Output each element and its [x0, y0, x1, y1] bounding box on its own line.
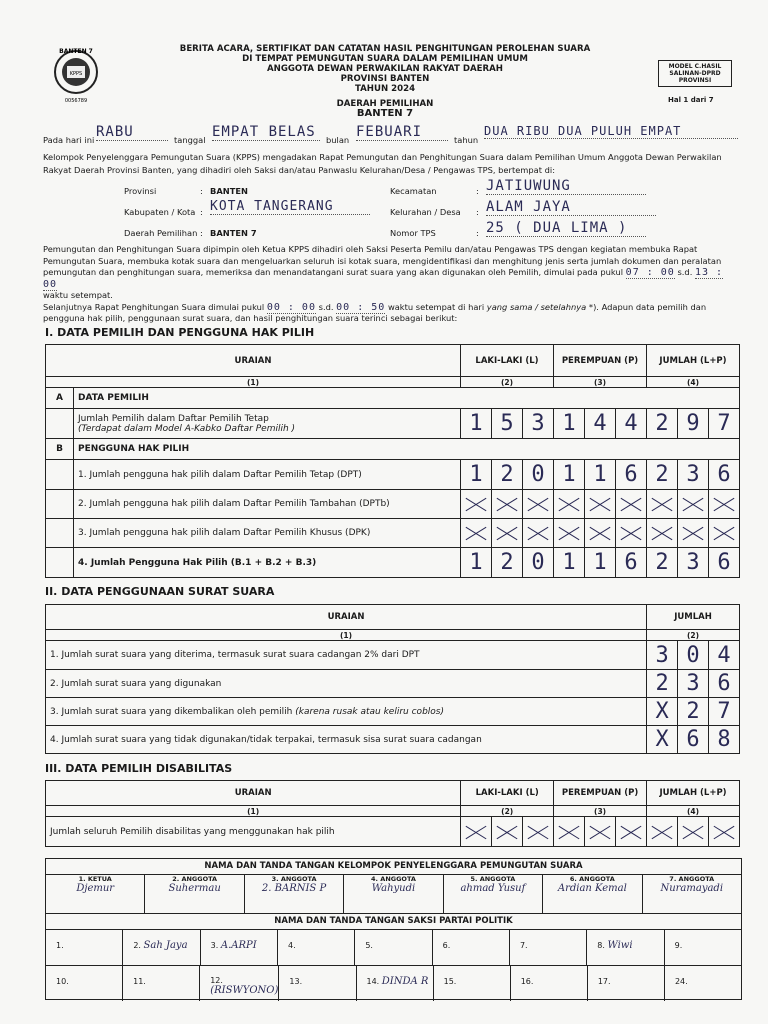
row-label: 4. Jumlah surat suara yang tidak digunakan/tidak terpakai, termasuk sisa surat suara cadangan: [46, 726, 647, 754]
digit-cell: 6: [678, 726, 709, 754]
saksi-cell: 6.: [433, 930, 510, 965]
kpps-cell: 2. ANGGOTA Suhermau: [145, 875, 244, 913]
crossed-cell: [554, 817, 585, 847]
saksi-cell: 13.: [279, 966, 356, 1001]
model-box: MODEL C.HASIL SALINAN-DPRD PROVINSI: [658, 60, 732, 87]
bulan-value: FEBUARI: [356, 124, 448, 141]
row-b1-label: 1. Jumlah pengguna hak pilih dalam Daftar Pemilih Tetap (DPT): [74, 460, 461, 490]
kecamatan-label: Kecamatan: [390, 186, 437, 196]
bulan-label: bulan: [326, 135, 350, 145]
digit-cell: 6: [709, 670, 740, 698]
col-uraian: URAIAN: [46, 605, 647, 630]
digit-cell: 2: [647, 409, 678, 439]
crossed-cell: [461, 817, 492, 847]
crossed-cell: [461, 490, 492, 519]
saksi-cell: 15.: [434, 966, 511, 1001]
row-label: 3. Jumlah surat suara yang dikembalikan oleh pemilih (karena rusak atau keliru coblos): [46, 698, 647, 726]
kpps-title: NAMA DAN TANDA TANGAN KELOMPOK PENYELENGGARA PEMUNGUTAN SUARA: [46, 859, 741, 875]
row-b3-label: 3. Jumlah pengguna hak pilih dalam Daftar Pemilih Khusus (DPK): [74, 519, 461, 548]
tanggal-value: EMPAT BELAS: [212, 124, 320, 141]
col-perempuan: PEREMPUAN (P): [554, 345, 647, 377]
digit-cell: 2: [678, 698, 709, 726]
saksi-cell: 11.: [123, 966, 200, 1001]
saksi-row: [46, 966, 741, 1001]
section-2-title: II. DATA PENGGUNAAN SURAT SUARA: [45, 585, 275, 598]
digit-cell: 4: [585, 409, 616, 439]
sd-text: s.d.: [677, 267, 693, 277]
header-line: PROVINSI BANTEN: [340, 74, 430, 84]
digit-cell: 6: [709, 460, 740, 490]
digit-cell: X: [647, 698, 678, 726]
crossed-cell: [461, 519, 492, 548]
digit-cell: 2: [647, 670, 678, 698]
logo-top-text: BANTEN 7: [59, 48, 93, 55]
crossed-cell: [554, 490, 585, 519]
row-title-a: DATA PEMILIH: [74, 388, 740, 409]
digit-cell: 4: [709, 641, 740, 670]
crossed-cell: [647, 519, 678, 548]
header-line: BERITA ACARA, SERTIFIKAT DAN CATATAN HASIL PENGHITUNGAN PEROLEHAN SUARA: [179, 44, 591, 54]
crossed-cell: [708, 817, 739, 847]
section-1-title: I. DATA PEMILIH DAN PENGGUNA HAK PILIH: [45, 326, 315, 339]
digit-cell: 6: [616, 548, 647, 578]
saksi-cell: 3. A.ARPI: [201, 930, 278, 965]
saksi-cell: 10.: [46, 966, 123, 1001]
section-3-title: III. DATA PEMILIH DISABILITAS: [45, 762, 233, 775]
body-line: pemungutan dan penghitungan suara, memeriksa dan menandatangani surat suara yang akan digunakan oleh Pemilih, dimulai pada pukul: [43, 267, 624, 277]
saksi-row: [46, 930, 741, 966]
kpps-cell: 3. ANGGOTA 2. BARNIS P: [245, 875, 344, 913]
digit-cell: 0: [678, 641, 709, 670]
digit-cell: 3: [647, 641, 678, 670]
body-line: pengguna hak pilih, penggunaan surat suara, dan hasil penghitungan suara terinci sebagai berikut:: [43, 313, 458, 323]
saksi-cell: 5.: [355, 930, 432, 965]
digit-cell: 1: [554, 409, 585, 439]
crossed-cell: [554, 519, 585, 548]
col-jumlah: JUMLAH (L+P): [647, 345, 740, 377]
digit-cell: 1: [585, 548, 616, 578]
row-label: 1. Jumlah surat suara yang diterima, termasuk surat suara cadangan 2% dari DPT: [46, 641, 647, 670]
count-start-time: 00 : 00: [266, 301, 316, 313]
digit-cell: 2: [492, 548, 523, 578]
kpps-cell: 4. ANGGOTA Wahyudi: [344, 875, 443, 913]
provinsi-value: BANTEN: [210, 186, 248, 196]
digit-cell: 7: [709, 698, 740, 726]
row-title-b: PENGGUNA HAK PILIH: [74, 439, 740, 460]
digit-cell: 2: [492, 460, 523, 490]
row-label: Jumlah seluruh Pemilih disabilitas yang menggunakan hak pilih: [46, 817, 461, 847]
kabkota-label: Kabupaten / Kota: [124, 207, 196, 217]
digit-cell: 5: [492, 409, 523, 439]
tps-label: Nomor TPS: [390, 228, 436, 238]
start-time: 07 : 00: [625, 267, 675, 278]
saksi-cell: 12. (RISWYONO): [200, 966, 279, 1001]
row-code-b: B: [46, 439, 74, 460]
section-3-table: URAIAN LAKI-LAKI (L) PEREMPUAN (P) JUMLAH (L+P) (1) (2) (3) (4) Jumlah seluruh Pemilih disabilitas yang menggunakan hak pilih: [45, 780, 740, 847]
kpps-cell: 7. ANGGOTA Nuramayadi: [660, 875, 724, 894]
daerah-value: BANTEN 7: [356, 108, 414, 119]
body-line: Pemungutan Suara, membuka kotak suara dan mengeluarkan seluruh isi kotak suara, mengidentifikasi dan menghitung jenis serta jumlah dokumen dan peralatan: [43, 255, 722, 266]
body-line: Pemungutan dan Penghitungan Suara dipimpin oleh Ketua KPPS dihadiri oleh Saksi Peserta Pemilu dan/atau Pengawas TPS dengan kegiatan membuka Rapat: [43, 244, 698, 254]
end-time: 13 : 00: [43, 267, 724, 290]
provinsi-label: Provinsi: [124, 186, 157, 196]
digit-cell: 4: [616, 409, 647, 439]
tahun-label: tahun: [454, 135, 479, 145]
tahun-value: DUA RIBU DUA PULUH EMPAT: [484, 124, 738, 139]
kpps-cell: 1. KETUA Djemur: [46, 875, 145, 913]
digit-cell: 1: [461, 548, 492, 578]
tanggal-label: tanggal: [174, 135, 206, 145]
page-number: Hal 1 dari 7: [668, 96, 714, 104]
digit-cell: 3: [523, 409, 554, 439]
saksi-cell: 9.: [674, 941, 683, 950]
saksi-cell: 16.: [511, 966, 588, 1001]
kecamatan-value: JATIUWUNG: [486, 178, 646, 195]
crossed-cell: [709, 490, 740, 519]
opening-paragraph: [43, 151, 743, 177]
digit-cell: 1: [554, 548, 585, 578]
digit-cell: 0: [523, 548, 554, 578]
digit-cell: 1: [554, 460, 585, 490]
header-line: ANGGOTA DEWAN PERWAKILAN RAKYAT DAERAH: [266, 64, 503, 74]
logo-bottom-text: KPPS: [69, 71, 83, 77]
pada-hari-ini-label: Pada hari ini: [43, 135, 95, 145]
crossed-cell: [616, 817, 647, 847]
digit-cell: 3: [678, 670, 709, 698]
document-header: [150, 44, 620, 119]
digit-cell: 2: [647, 548, 678, 578]
kpu-logo: [48, 44, 104, 106]
opening-line-2: Rakyat Daerah Provinsi Banten, yang dihadiri oleh Saksi dan/atau Panwaslu Kelurahan/Desa / Pengawas TPS, bertempat di:: [43, 165, 555, 175]
digit-cell: 7: [709, 409, 740, 439]
kelurahan-value: ALAM JAYA: [486, 199, 656, 216]
crossed-cell: [616, 519, 647, 548]
saksi-title: NAMA DAN TANDA TANGAN SAKSI PARTAI POLITIK: [46, 914, 741, 930]
kpps-cell: 6. ANGGOTA Ardian Kemal: [543, 875, 642, 913]
col-laki: LAKI-LAKI (L): [461, 345, 554, 377]
body-line: Selanjutnya Rapat Penghitungan Suara dimulai pukul: [43, 301, 265, 312]
body-line: waktu setempat.: [43, 290, 113, 300]
crossed-cell: [647, 490, 678, 519]
opening-line-1: Kelompok Penyelenggara Pemungutan Suara (KPPS) mengadakan Rapat Pemungutan dan Penghitungan Suara dalam Pemilihan Umum Anggota Dewan Perwakilan: [43, 152, 722, 162]
body-paragraph: Pemungutan dan Penghitungan Suara dipimpin oleh Ketua KPPS dihadiri oleh Saksi Peserta Pemilu dan/atau Pengawas TPS dengan kegiatan membuka Rapat Pemungutan Suara, membuka kotak suara dan mengeluarkan seluruh isi kotak suara, mengidentifikasi dan menghitung jenis serta jumlah dokumen dan peralatan pemungutan dan penghitungan suara, memeriksa dan menandatangani surat suara yang akan digunakan oleh Pemilih, dimulai pada pukul 07 : 00 s.d. 13 : 00 waktu setempat. Selanjutnya Rapat Penghitungan Suara dimulai pukul 00 : 00 s.d. 00 : 50 waktu setempat di hari yang sama / setelahnya *). Adapun data pemilih dan pengguna hak pilih, penggunaan surat suara, dan hasil penghitungan suara terinci sebagai berikut:: [43, 244, 743, 325]
digit-cell: 0: [523, 460, 554, 490]
count-end-time: 00 : 50: [336, 301, 386, 313]
signature-block: [45, 858, 742, 1000]
crossed-cell: [585, 519, 616, 548]
crossed-cell: [678, 519, 709, 548]
crossed-cell: [523, 519, 554, 548]
crossed-cell: [678, 490, 709, 519]
kpps-cell: 5. ANGGOTA ahmad Yusuf: [444, 875, 543, 913]
tps-value: 25 ( DUA LIMA ): [486, 220, 646, 237]
col-jumlah: JUMLAH: [647, 605, 740, 630]
saksi-cell: 24.: [674, 977, 688, 986]
crossed-cell: [677, 817, 708, 847]
logo-code: 0056789: [64, 98, 88, 104]
crossed-cell: [616, 490, 647, 519]
crossed-cell: [523, 817, 554, 847]
saksi-cell: 14. DINDA R: [357, 966, 434, 1001]
kelurahan-label: Kelurahan / Desa: [390, 207, 461, 217]
saksi-cell: 7.: [510, 930, 587, 965]
crossed-cell: [492, 817, 523, 847]
crossed-cell: [585, 817, 616, 847]
saksi-cell: 4.: [278, 930, 355, 965]
row-a1-label: Jumlah Pemilih dalam Daftar Pemilih Tetap (Terdapat dalam Model A-Kabko Daftar Pemilih ): [74, 409, 461, 439]
kpps-row: [46, 875, 741, 914]
digit-cell: 9: [678, 409, 709, 439]
hari-value: RABU: [96, 124, 168, 141]
digit-cell: X: [647, 726, 678, 754]
saksi-cell: 17.: [588, 966, 665, 1001]
col-uraian: URAIAN: [46, 345, 461, 377]
digit-cell: 3: [678, 548, 709, 578]
saksi-cell: 2. Sah Jaya: [123, 930, 200, 965]
row-b4-label: 4. Jumlah Pengguna Hak Pilih (B.1 + B.2 + B.3): [74, 548, 461, 578]
kabkota-value: KOTA TANGERANG: [210, 199, 370, 215]
digit-cell: 3: [678, 460, 709, 490]
digit-cell: 1: [461, 409, 492, 439]
sd-text: s.d.: [318, 301, 334, 312]
saksi-cell: 8. Wiwi: [587, 930, 664, 965]
crossed-cell: [709, 519, 740, 548]
digit-cell: 6: [709, 548, 740, 578]
crossed-cell: [647, 817, 678, 847]
header-line: DI TEMPAT PEMUNGUTAN SUARA DALAM PEMILIHAN UMUM: [242, 54, 528, 64]
row-b2-label: 2. Jumlah pengguna hak pilih dalam Daftar Pemilih Tambahan (DPTb): [74, 490, 461, 519]
crossed-cell: [492, 490, 523, 519]
section-2-table: URAIAN JUMLAH (1) (2) 1. Jumlah surat suara yang diterima, termasuk surat suara cadangan 2% dari DPT 3 0 4 2. Jumlah surat suara yang digunakan 2 3 6 3. Jumlah surat suara yang dikembalikan oleh pemilih (karena rusak atau keliru coblos) X 2 7 4. Jumlah surat suara yang tidak digunakan/tidak terpakai, termasuk sisa surat suara cadangan X 6 8: [45, 604, 740, 754]
dapil-label: Daerah Pemilihan: [124, 228, 198, 238]
crossed-cell: [585, 490, 616, 519]
digit-cell: 1: [585, 460, 616, 490]
header-line: TAHUN 2024: [354, 84, 416, 94]
saksi-cell: 1.: [46, 930, 123, 965]
digit-cell: 1: [461, 460, 492, 490]
crossed-cell: [492, 519, 523, 548]
row-label: 2. Jumlah surat suara yang digunakan: [46, 670, 647, 698]
digit-cell: 8: [709, 726, 740, 754]
digit-cell: 2: [647, 460, 678, 490]
row-code-a: A: [46, 388, 74, 409]
section-1-table: URAIAN LAKI-LAKI (L) PEREMPUAN (P) JUMLAH (L+P) (1) (2) (3) (4) A DATA PEMILIH Jumlah Pemilih dalam Daftar Pemilih Tetap (Terdapat dalam Model A-Kabko Daftar Pemilih ) 1 5 3 1 4 4 2 9 7 B PENGGUNA HAK PILIH 1. Jumlah pengguna hak pilih dalam Daftar Pemilih Tetap (DPT) 1 2 0 1 1 6 2 3 6 2. Jumlah pengguna hak pilih dalam Daftar Pemilih Tambahan (DPTb) 3. Jumlah pengguna hak pilih dalam Daftar Pemilih Khusus (DPK) 4. Jumlah Pengguna Hak Pilih (B.1 + B.2 + B.3) 1 2 0 1 1 6 2 3 6: [45, 344, 740, 578]
crossed-cell: [523, 490, 554, 519]
daerah-label: DAERAH PEMILIHAN: [336, 99, 434, 109]
dapil-value: BANTEN 7: [210, 228, 257, 238]
digit-cell: 6: [616, 460, 647, 490]
